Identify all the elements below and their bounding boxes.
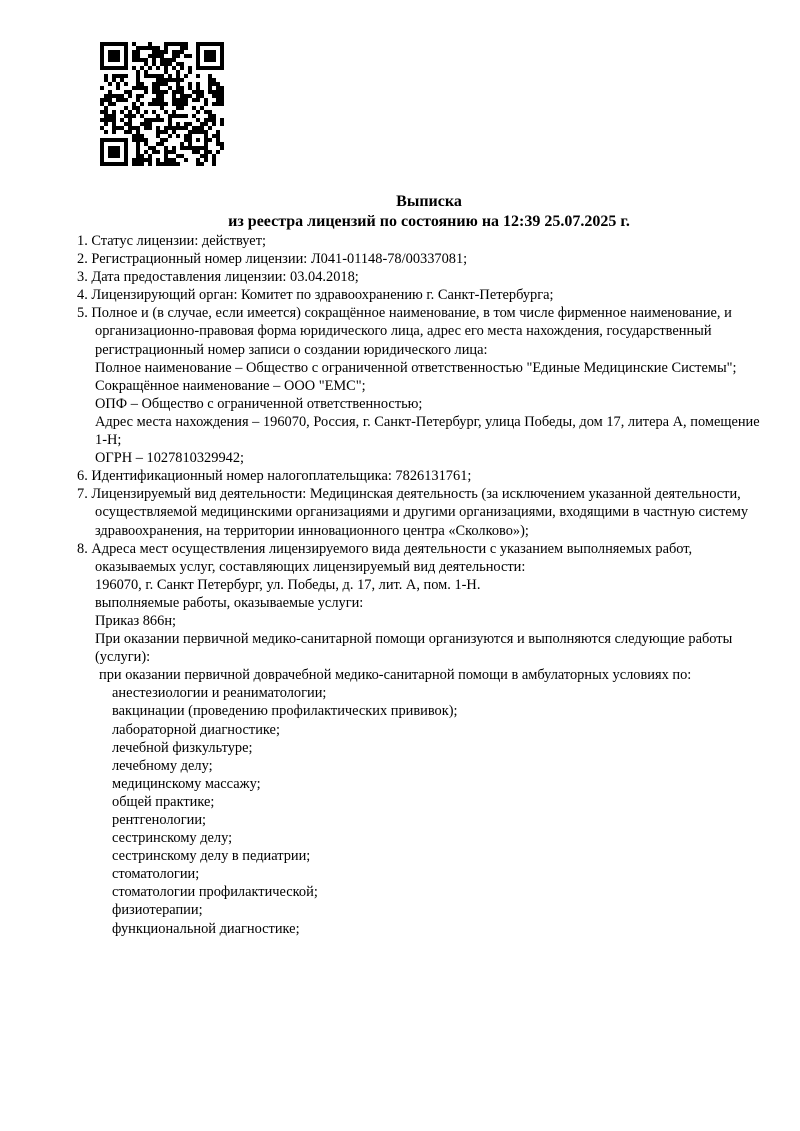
org-short-name: Сокращённое наименование – ООО "ЕМС"; — [95, 377, 366, 394]
org-legal-form: ОПФ – Общество с ограниченной ответственностью; — [95, 395, 423, 412]
order-reference: Приказ 866н; — [95, 612, 177, 629]
service-item: лабораторной диагностике; — [112, 721, 280, 738]
item-organization-names: 5. Полное и (в случае, если имеется) сокращённое наименование, в том числе фирменное наименование, и организационно-правовая форма юридического лица, адрес его места нахождения, государственный регистрационный номер записи о создании юридического лица: — [77, 305, 732, 358]
service-item: сестринскому делу в педиатрии; — [112, 848, 311, 865]
service-item: лечебной физкультуре; — [112, 739, 253, 756]
service-item: стоматологии профилактической; — [112, 884, 318, 901]
service-item: медицинскому массажу; — [112, 775, 261, 792]
service-item: рентгенологии; — [112, 812, 207, 828]
service-item: физиотерапии; — [112, 902, 203, 919]
prehospital-care-works: при оказании первичной доврачебной медико-санитарной помощи в амбулаторных условиях по: — [99, 667, 692, 684]
item-licensing-authority: 4. Лицензирующий орган: Комитет по здравоохранению г. Санкт-Петербурга; — [77, 287, 554, 304]
service-item: стоматологии; — [112, 866, 200, 883]
works-label: выполняемые работы, оказываемые услуги: — [95, 594, 364, 611]
document-title: Выписка — [396, 193, 462, 210]
org-address: Адрес места нахождения – 196070, Россия, г. Санкт-Петербург, улица Победы, дом 17, литера А, помещение 1-Н; — [95, 413, 760, 449]
document-subtitle: из реестра лицензий по состоянию на 12:39 25.07.2025 г. — [228, 213, 630, 230]
item-registration-number: 2. Регистрационный номер лицензии: Л041-01148-78/00337081; — [77, 251, 468, 268]
org-ogrn: ОГРН – 1027810329942; — [95, 450, 245, 467]
item-license-status: 1. Статус лицензии: действует; — [77, 233, 266, 249]
item-license-date: 3. Дата предоставления лицензии: 03.04.2018; — [77, 269, 359, 286]
activity-address: 196070, г. Санкт Петербург, ул. Победы, д. 17, лит. А, пом. 1-Н. — [95, 576, 481, 593]
org-full-name: Полное наименование – Общество с ограниченной ответственностью "Единые Медицинские Системы"; — [95, 359, 737, 376]
service-item: сестринскому делу; — [112, 830, 233, 847]
service-item: общей практике; — [112, 793, 215, 810]
service-item: вакцинации (проведению профилактических прививок); — [112, 703, 458, 720]
item-licensed-activity: 7. Лицензируемый вид деятельности: Медицинская деятельность (за исключением указанной деятельности, осуществляемой медицинскими организациями и другими организациями, входящими в частную систему здравоохранения, на территории инновационного центра «Сколково»); — [77, 486, 749, 539]
primary-care-works: При оказании первичной медико-санитарной помощи организуются и выполняются следующие работы (услуги): — [95, 631, 733, 666]
service-item: лечебному делу; — [112, 757, 213, 774]
item-activity-addresses: 8. Адреса мест осуществления лицензируемого вида деятельности с указанием выполняемых работ, оказываемых услуг, составляющих лицензируемый вид деятельности: — [77, 540, 693, 575]
service-item: анестезиологии и реаниматологии; — [112, 685, 327, 702]
item-inn: 6. Идентификационный номер налогоплательщика: 7826131761; — [77, 468, 472, 485]
qr-code-icon — [100, 42, 224, 166]
document-body — [77, 232, 767, 938]
services-list — [77, 684, 767, 937]
service-item: функциональной диагностике; — [112, 920, 300, 937]
